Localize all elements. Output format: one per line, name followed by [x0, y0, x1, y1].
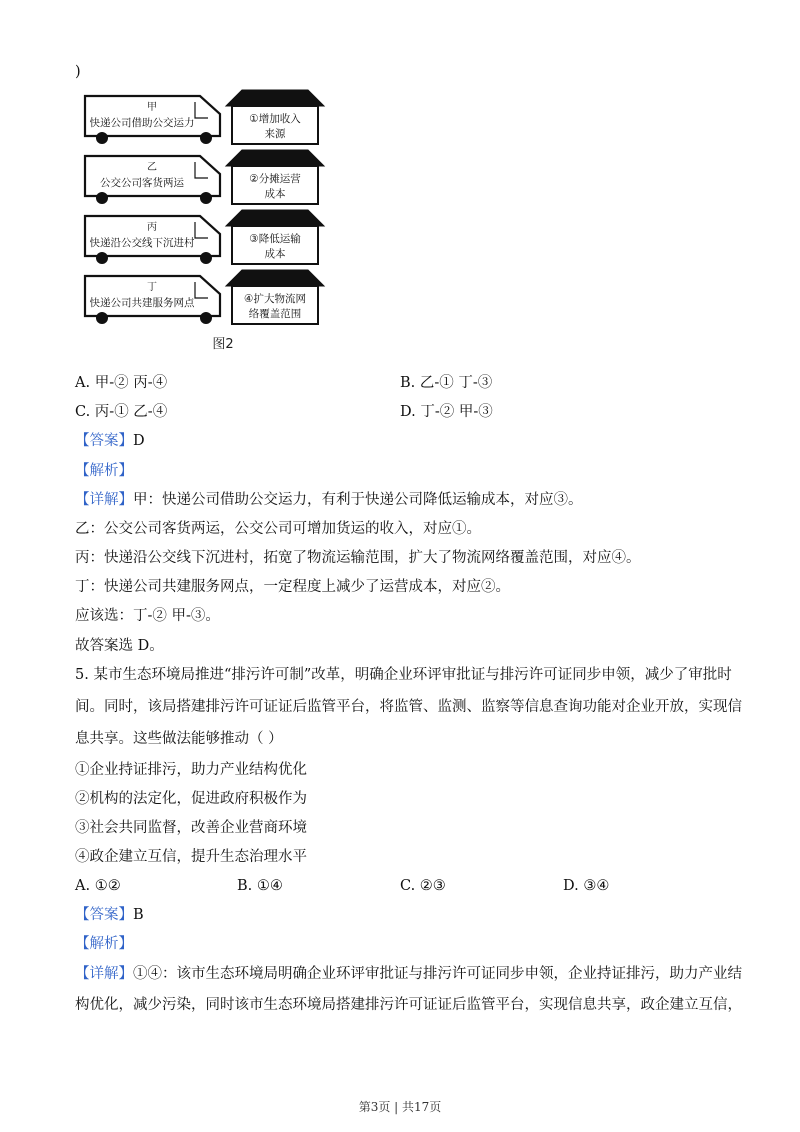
page-footer: 第3页 | 共17页 [358, 1100, 442, 1114]
house-label: 成本 [264, 188, 286, 200]
q5-item: ④政企建立互信，提升生态治理水平 [75, 849, 307, 865]
closing-paren: ) [75, 64, 81, 80]
house-roof [226, 90, 324, 106]
wheel [96, 132, 108, 144]
analysis-tag: 【解析】 [75, 463, 133, 479]
answer-value: B [133, 907, 144, 923]
detail-text: 甲：快递公司借助公交运力，有利于快递公司降低运输成本，对应③。 [133, 492, 583, 508]
house-label: ②分摊运营 [249, 173, 301, 185]
truck-2 [85, 156, 220, 204]
q4-answer [75, 431, 145, 451]
q4-option-a[interactable]: A. 甲-② 丙-④ [75, 375, 168, 391]
truck-text: 快递公司借助公交运力 [89, 117, 195, 129]
q5-option-d[interactable]: D. ③④ [563, 878, 610, 894]
truck-text: 快递沿公交线下沉进村 [89, 237, 195, 249]
figure-2 [80, 86, 330, 356]
q5-item: ③社会共同监督，改善企业营商环境 [75, 820, 307, 836]
q4-detail-line: 丁：快递公司共建服务网点，一定程度上减少了运营成本，对应②。 [75, 579, 510, 595]
q4-detail-line: 应该选：丁-② 甲-③。 [75, 608, 220, 624]
q5-item: ①企业持证排污，助力产业结构优化 [75, 762, 307, 778]
detail-tag: 【详解】 [75, 492, 133, 508]
q4-option-b[interactable]: B. 乙-① 丁-③ [400, 375, 493, 391]
q4-conclusion: 故答案选 D。 [75, 638, 164, 654]
house-label: 来源 [264, 128, 286, 140]
house-2 [226, 150, 324, 204]
q4-detail-line: 乙：公交公司客货两运，公交公司可增加货运的收入，对应①。 [75, 521, 481, 537]
wheel [200, 192, 212, 204]
house-label: ①增加收入 [249, 113, 301, 125]
detail-text: ①④：该市生态环境局明确企业环评审批证与排污许可证同步申领，企业持证排污，助力产业结 [133, 966, 742, 982]
house-roof [226, 270, 324, 286]
truck-name: 丁 [147, 282, 157, 293]
q5-option-a[interactable]: A. ①② [75, 878, 121, 894]
q5-option-b[interactable]: B. ①④ [237, 878, 283, 894]
q5-stem-line: 息共享。这些做法能够推动（ ） [75, 731, 283, 747]
wheel [200, 252, 212, 264]
wheel [200, 312, 212, 324]
truck-name: 甲 [147, 102, 157, 113]
house-1 [226, 90, 324, 144]
house-label: ④扩大物流网 [244, 293, 306, 305]
analysis-tag: 【解析】 [75, 936, 133, 952]
house-label: ③降低运输 [249, 233, 301, 245]
truck-text: 快递公司共建服务网点 [89, 297, 195, 309]
house-label: 成本 [264, 248, 286, 260]
answer-tag: 【答案】 [75, 433, 133, 449]
q4-option-c[interactable]: C. 丙-① 乙-④ [75, 404, 168, 420]
truck-text: 公交公司客货两运 [100, 177, 184, 189]
truck-4 [85, 276, 220, 324]
q5-stem-line: 5. 某市生态环境局推进“排污许可制”改革，明确企业环评审批证与排污许可证同步申领，减少了审批时 [75, 667, 732, 683]
wheel [96, 312, 108, 324]
house-roof [226, 150, 324, 166]
wheel [96, 192, 108, 204]
house-3 [226, 210, 324, 264]
q4-detail-line: 丙：快递沿公交线下沉进村，拓宽了物流运输范围，扩大了物流网络覆盖范围，对应④。 [75, 550, 641, 566]
q5-answer [75, 905, 144, 925]
wheel [96, 252, 108, 264]
house-roof [226, 210, 324, 226]
figure-caption: 图2 [212, 337, 234, 352]
q5-item: ②机构的法定化，促进政府积极作为 [75, 791, 307, 807]
truck-name: 丙 [147, 222, 157, 233]
truck-3 [85, 216, 220, 264]
q5-option-c[interactable]: C. ②③ [400, 878, 446, 894]
wheel [200, 132, 212, 144]
truck-1 [85, 96, 220, 144]
house-4 [226, 270, 324, 324]
q4-option-d[interactable]: D. 丁-② 甲-③ [400, 404, 493, 420]
detail-tag: 【详解】 [75, 966, 133, 982]
q4-analysis [75, 461, 133, 481]
answer-tag: 【答案】 [75, 907, 133, 923]
house-label: 络覆盖范围 [248, 308, 302, 320]
q5-stem-line: 间。同时，该局搭建排污许可证证后监管平台，将监管、监测、监察等信息查询功能对企业开放，实现信 [75, 699, 742, 715]
q5-detail-line [75, 964, 742, 984]
q5-analysis [75, 934, 133, 954]
truck-name: 乙 [147, 162, 157, 173]
q5-detail-line: 构优化，减少污染，同时该市生态环境局搭建排污许可证证后监管平台，实现信息共享，政企建立互信， [75, 997, 742, 1013]
answer-value: D [133, 433, 145, 449]
q4-detail-line [75, 490, 583, 510]
